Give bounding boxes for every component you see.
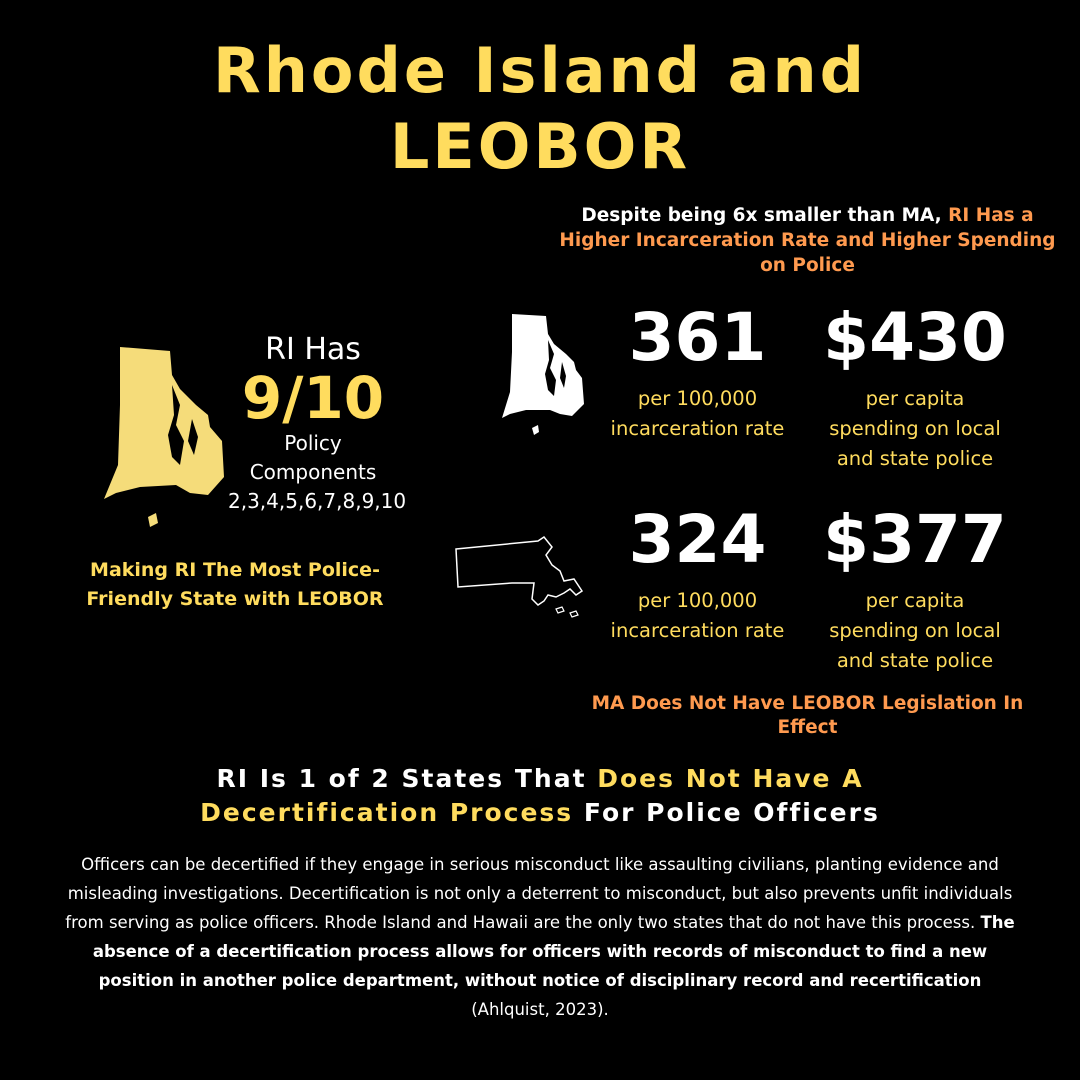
page-title-line1: Rhode Island and (212, 34, 867, 107)
massachusetts-map-icon (452, 535, 592, 623)
decertification-heading (0, 762, 1080, 830)
ri-tagline-line2: Friendly State with LEOBOR (86, 588, 384, 610)
components-line1: Policy (284, 431, 342, 455)
decert-heading-c: Decertification Process (200, 798, 574, 827)
ri-has-label: RI Has (265, 332, 361, 367)
page-title-line2: LEOBOR (389, 110, 691, 183)
ri-incarceration-cap1: per 100,000 (637, 387, 758, 410)
comparison-heading (555, 203, 1060, 278)
paragraph-citation: (Ahlquist, 2023). (471, 1000, 609, 1019)
ma-spending-cap2: spending on local (829, 619, 1001, 642)
ri-spending-cap1: per capita (865, 387, 965, 410)
ri-incarceration-value: 361 (628, 299, 767, 376)
ma-incarceration-cap1: per 100,000 (637, 589, 758, 612)
paragraph-bold: The absence of a decertification process allows for officers with records of misconduct to find a new position in another police department, without notice of disciplinary record and recertification (92, 913, 1015, 990)
decert-heading-a: RI Is 1 of 2 States That (216, 764, 598, 793)
ma-spending-cap1: per capita (865, 589, 965, 612)
ma-leobor-note (555, 692, 1060, 740)
ma-spending-value: $377 (823, 501, 1007, 578)
ma-incarceration-value: 324 (628, 501, 767, 578)
ri-tagline-line1: Making RI The Most Police- (90, 559, 380, 581)
ma-spending-caption (805, 586, 1025, 676)
ma-note-line2: Effect (777, 717, 838, 738)
components-line2: Components (249, 460, 377, 484)
ri-tagline (40, 556, 430, 614)
ri-spending-caption (805, 384, 1025, 474)
ri-spending-cap2: spending on local (829, 417, 1001, 440)
ri-policy-block (228, 330, 407, 516)
decert-heading-b: Does Not Have A (597, 764, 864, 793)
ma-note-line1: MA Does Not Have LEOBOR Legislation In (591, 693, 1024, 714)
ma-incarceration-caption (590, 586, 805, 646)
components-list: 2,3,4,5,6,7,8,9,10 (228, 489, 407, 513)
decert-heading-d: For Police Officers (573, 798, 880, 827)
ri-spending-cap3: and state police (836, 447, 994, 470)
comparison-heading-white: Despite being 6x smaller than MA, (581, 205, 949, 226)
ri-incarceration-cap2: incarceration rate (610, 417, 785, 440)
policy-fraction: 9/10 (241, 364, 385, 432)
ri-incarceration-caption (590, 384, 805, 444)
paragraph-normal: Officers can be decertified if they engage in serious misconduct like assaulting civilians, planting evidence and misleading investigations. Decertification is not only a deterrent to misconduct, but also prevents unfit individuals from serving as police officers. Rhode Island and Hawaii are the only two states that do not have this process. (65, 855, 1013, 932)
ma-incarceration-cap2: incarceration rate (610, 619, 785, 642)
rhode-island-map-icon (498, 312, 586, 436)
decertification-paragraph (62, 850, 1018, 1024)
comparison-heading-orange: RI Has a Higher Incarceration Rate and Higher Spending on Police (559, 205, 1056, 276)
ri-spending-value: $430 (823, 299, 1007, 376)
rhode-island-map-icon (100, 345, 230, 535)
ma-spending-cap3: and state police (836, 649, 994, 672)
